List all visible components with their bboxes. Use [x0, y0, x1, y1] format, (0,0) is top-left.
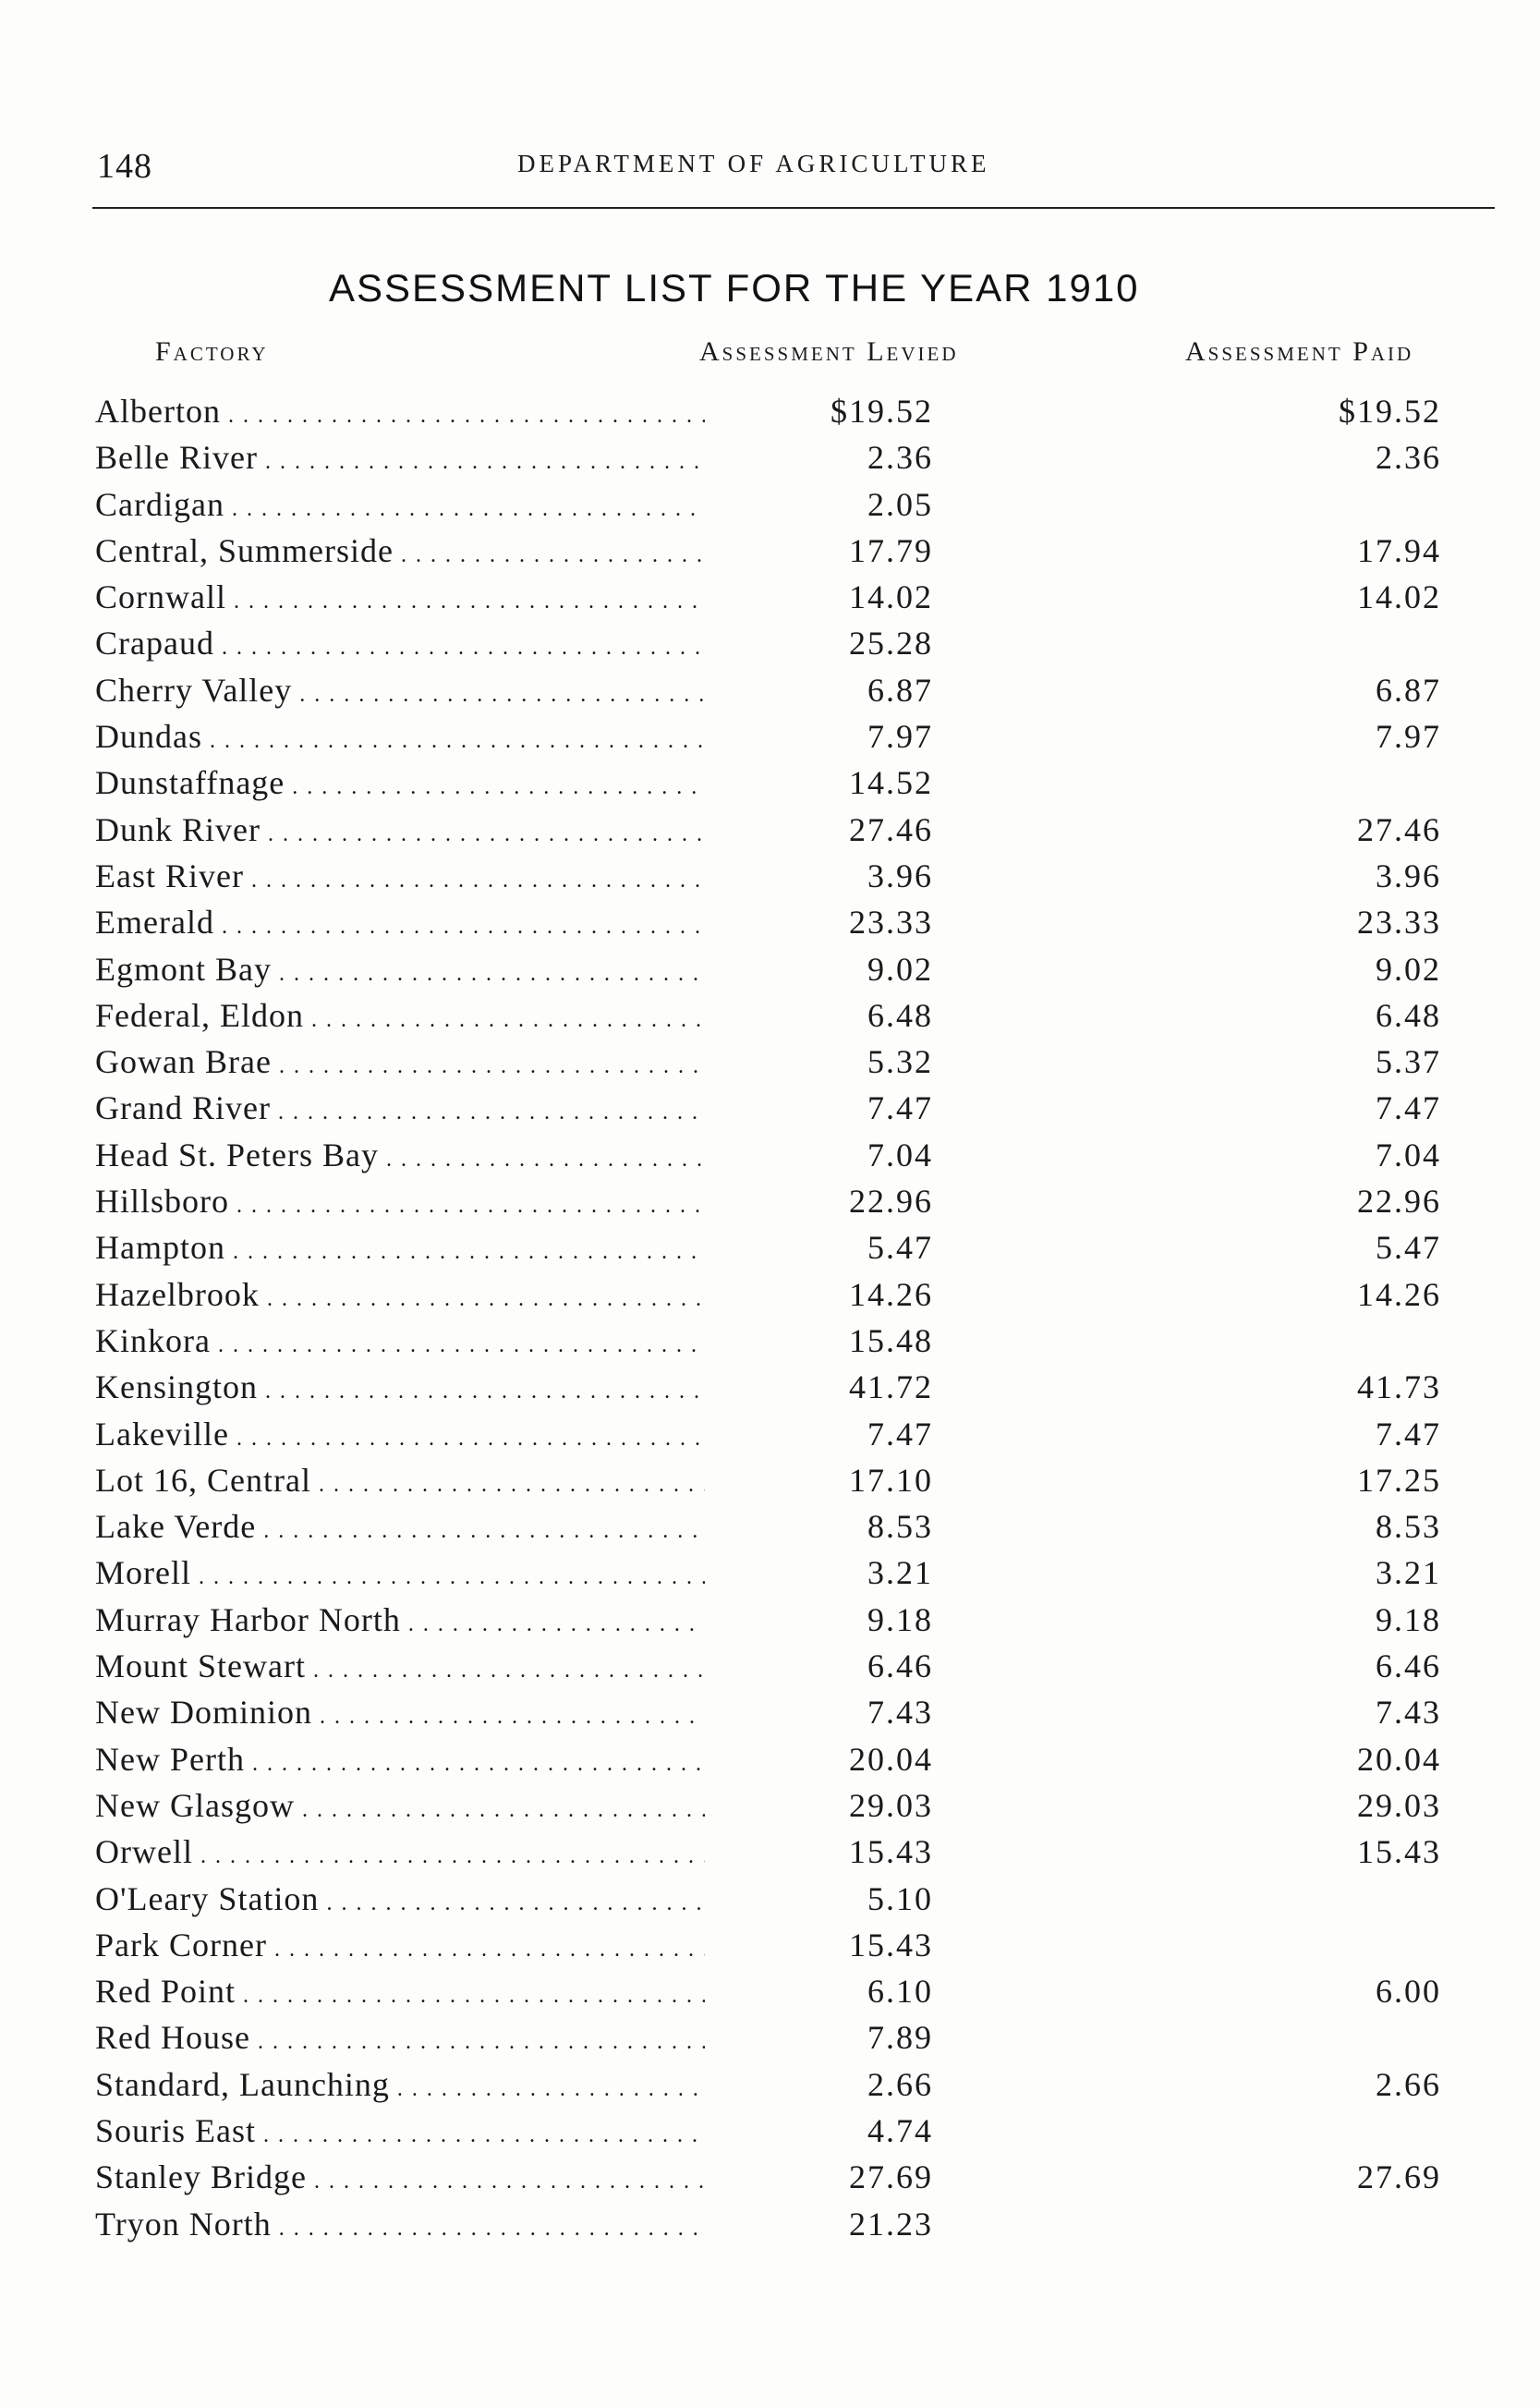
factory-name: Stanley Bridge . . . [95, 2158, 705, 2196]
assessment-levied: 6.10 [867, 1973, 933, 2011]
factory-name: Kensington . . . [95, 1368, 705, 1406]
factory-name: New Glasgow . . . [95, 1786, 705, 1825]
assessment-levied: 15.43 [849, 1926, 933, 1963]
assessment-paid: 2.36 [1376, 439, 1441, 477]
table-row [0, 2201, 1540, 2247]
assessment-levied: 7.04 [867, 1136, 933, 1173]
assessment-levied: 29.03 [849, 1786, 933, 1824]
table-row [0, 1039, 1540, 1085]
table-row [0, 713, 1540, 760]
table-row [0, 1411, 1540, 1457]
assessment-levied: 2.36 [867, 439, 933, 477]
assessment-levied: 6.48 [867, 996, 933, 1034]
factory-name: Cornwall . . . [95, 577, 705, 616]
assessment-levied: 14.52 [849, 764, 933, 802]
factory-name: New Perth . . . [95, 1740, 705, 1779]
table-row [0, 1224, 1540, 1270]
assessment-levied: 6.87 [867, 671, 933, 709]
assessment-levied: 27.69 [849, 2158, 933, 2196]
factory-name: New Dominion . . . [95, 1693, 705, 1732]
assessment-paid: 14.02 [1357, 578, 1441, 616]
factory-name: Kinkora . . . [95, 1321, 705, 1360]
assessment-paid: 7.47 [1376, 1089, 1441, 1127]
factory-name: East River . . . [95, 857, 705, 895]
table-row [0, 2154, 1540, 2200]
column-header-factory: Factory [155, 336, 269, 367]
table-row [0, 760, 1540, 806]
factory-name: Hazelbrook . . . [95, 1275, 705, 1314]
assessment-levied: 7.43 [867, 1694, 933, 1732]
assessment-levied: 6.46 [867, 1647, 933, 1685]
assessment-paid: 15.43 [1357, 1833, 1441, 1871]
assessment-levied: 27.46 [849, 810, 933, 848]
assessment-paid: 7.43 [1376, 1694, 1441, 1732]
factory-name: Standard, Launching . . . [95, 2065, 705, 2104]
factory-name: Emerald . . . [95, 903, 705, 942]
factory-name: Gowan Brae . . . [95, 1042, 705, 1081]
assessment-levied: 25.28 [849, 625, 933, 663]
assessment-levied: 3.21 [867, 1554, 933, 1592]
assessment-levied: 7.89 [867, 2019, 933, 2057]
assessment-paid: 2.66 [1376, 2065, 1441, 2103]
assessment-levied: $19.52 [831, 393, 933, 430]
assessment-levied: 2.05 [867, 485, 933, 523]
assessment-levied: 8.53 [867, 1508, 933, 1546]
factory-name: Cardigan . . . [95, 485, 705, 524]
factory-name: Dunstaffnage . . . [95, 763, 705, 802]
table-row [0, 1132, 1540, 1178]
assessment-levied: 7.47 [867, 1089, 933, 1127]
factory-name: Park Corner . . . [95, 1926, 705, 1964]
table-row [0, 853, 1540, 899]
assessment-paid: 6.87 [1376, 671, 1441, 709]
assessment-levied: 17.10 [849, 1461, 933, 1499]
assessment-paid: 8.53 [1376, 1508, 1441, 1546]
header-rule [92, 207, 1495, 209]
table-row [0, 946, 1540, 992]
table-row [0, 1457, 1540, 1503]
table-row [0, 1550, 1540, 1596]
assessment-paid: 27.69 [1357, 2158, 1441, 2196]
table-row [0, 1597, 1540, 1643]
table-row [0, 1876, 1540, 1922]
column-header-levied: Assessment Levied [699, 336, 959, 367]
table-row [0, 1643, 1540, 1689]
assessment-table-body [0, 388, 1540, 2247]
table-row [0, 807, 1540, 853]
assessment-paid: 7.47 [1376, 1415, 1441, 1453]
assessment-levied: 2.66 [867, 2065, 933, 2103]
assessment-levied: 23.33 [849, 904, 933, 942]
factory-name: Egmont Bay . . . [95, 950, 705, 989]
factory-name: Belle River . . . [95, 438, 705, 477]
factory-name: Hampton . . . [95, 1228, 705, 1267]
factory-name: Red Point . . . [95, 1972, 705, 2011]
factory-name: Alberton . . . [95, 392, 705, 431]
assessment-levied: 3.96 [867, 857, 933, 894]
factory-name: Crapaud . . . [95, 624, 705, 663]
assessment-levied: 5.32 [867, 1043, 933, 1081]
factory-name: Dunk River . . . [95, 810, 705, 849]
factory-name: Grand River . . . [95, 1088, 705, 1127]
factory-name: Dundas . . . [95, 717, 705, 756]
assessment-levied: 17.79 [849, 531, 933, 569]
assessment-paid: 7.04 [1376, 1136, 1441, 1173]
assessment-paid: 3.21 [1376, 1554, 1441, 1592]
column-header-paid: Assessment Paid [1185, 336, 1414, 367]
table-row [0, 1968, 1540, 2014]
table-row [0, 2108, 1540, 2154]
factory-name: O'Leary Station . . . [95, 1879, 705, 1918]
assessment-paid: 23.33 [1357, 904, 1441, 942]
table-row [0, 2014, 1540, 2061]
running-head: DEPARTMENT OF AGRICULTURE [517, 150, 990, 177]
assessment-levied: 21.23 [849, 2205, 933, 2243]
factory-name: Cherry Valley . . . [95, 671, 705, 710]
assessment-paid: 22.96 [1357, 1183, 1441, 1221]
assessment-levied: 9.02 [867, 950, 933, 988]
table-row [0, 667, 1540, 713]
assessment-levied: 5.47 [867, 1229, 933, 1267]
factory-name: Head St. Peters Bay . . . [95, 1136, 705, 1174]
assessment-levied: 22.96 [849, 1183, 933, 1221]
factory-name: Mount Stewart . . . [95, 1647, 705, 1685]
assessment-paid: 41.73 [1357, 1368, 1441, 1406]
assessment-levied: 41.72 [849, 1368, 933, 1406]
assessment-levied: 15.48 [849, 1321, 933, 1359]
table-title: ASSESSMENT LIST FOR THE YEAR 1910 [329, 266, 1140, 310]
factory-name: Morell . . . [95, 1553, 705, 1592]
assessment-levied: 4.74 [867, 2111, 933, 2149]
table-row [0, 528, 1540, 574]
assessment-paid: 17.94 [1357, 531, 1441, 569]
table-row [0, 1318, 1540, 1364]
table-row [0, 1503, 1540, 1550]
factory-name: Lot 16, Central . . . [95, 1461, 705, 1500]
factory-name: Tryon North . . . [95, 2205, 705, 2243]
table-row [0, 992, 1540, 1039]
assessment-paid: 3.96 [1376, 857, 1441, 894]
assessment-paid: 9.18 [1376, 1600, 1441, 1638]
table-row [0, 2061, 1540, 2108]
table-row [0, 574, 1540, 620]
table-row [0, 1364, 1540, 1410]
table-row [0, 1782, 1540, 1829]
assessment-paid: 20.04 [1357, 1740, 1441, 1778]
table-row [0, 1829, 1540, 1875]
assessment-levied: 15.43 [849, 1833, 933, 1871]
table-row [0, 899, 1540, 945]
table-row [0, 1178, 1540, 1224]
page-number: 148 [97, 147, 152, 186]
table-row [0, 1736, 1540, 1782]
assessment-levied: 7.47 [867, 1415, 933, 1453]
table-row [0, 1689, 1540, 1735]
assessment-paid: 6.48 [1376, 996, 1441, 1034]
assessment-levied: 14.26 [849, 1275, 933, 1313]
assessment-paid: 5.47 [1376, 1229, 1441, 1267]
assessment-paid: 9.02 [1376, 950, 1441, 988]
table-row [0, 388, 1540, 434]
assessment-paid: $19.52 [1339, 393, 1441, 430]
factory-name: Lakeville . . . [95, 1415, 705, 1453]
table-row [0, 481, 1540, 528]
factory-name: Federal, Eldon . . . [95, 996, 705, 1035]
assessment-paid: 27.46 [1357, 810, 1441, 848]
assessment-paid: 14.26 [1357, 1275, 1441, 1313]
factory-name: Hillsboro . . . [95, 1182, 705, 1221]
assessment-levied: 7.97 [867, 718, 933, 756]
table-row [0, 1271, 1540, 1318]
assessment-paid: 6.46 [1376, 1647, 1441, 1685]
assessment-paid: 29.03 [1357, 1786, 1441, 1824]
table-row [0, 434, 1540, 480]
assessment-levied: 9.18 [867, 1600, 933, 1638]
factory-name: Lake Verde . . . [95, 1507, 705, 1546]
assessment-levied: 14.02 [849, 578, 933, 616]
table-row [0, 620, 1540, 666]
assessment-paid: 17.25 [1357, 1461, 1441, 1499]
table-row [0, 1085, 1540, 1131]
assessment-paid: 6.00 [1376, 1973, 1441, 2011]
factory-name: Red House . . . [95, 2018, 705, 2057]
assessment-paid: 7.97 [1376, 718, 1441, 756]
assessment-levied: 5.10 [867, 1879, 933, 1917]
assessment-paid: 5.37 [1376, 1043, 1441, 1081]
factory-name: Central, Summerside . . . [95, 531, 705, 570]
factory-name: Murray Harbor North . . . [95, 1600, 705, 1639]
assessment-levied: 20.04 [849, 1740, 933, 1778]
factory-name: Orwell . . . [95, 1832, 705, 1871]
table-row [0, 1922, 1540, 1968]
factory-name: Souris East . . . [95, 2111, 705, 2150]
